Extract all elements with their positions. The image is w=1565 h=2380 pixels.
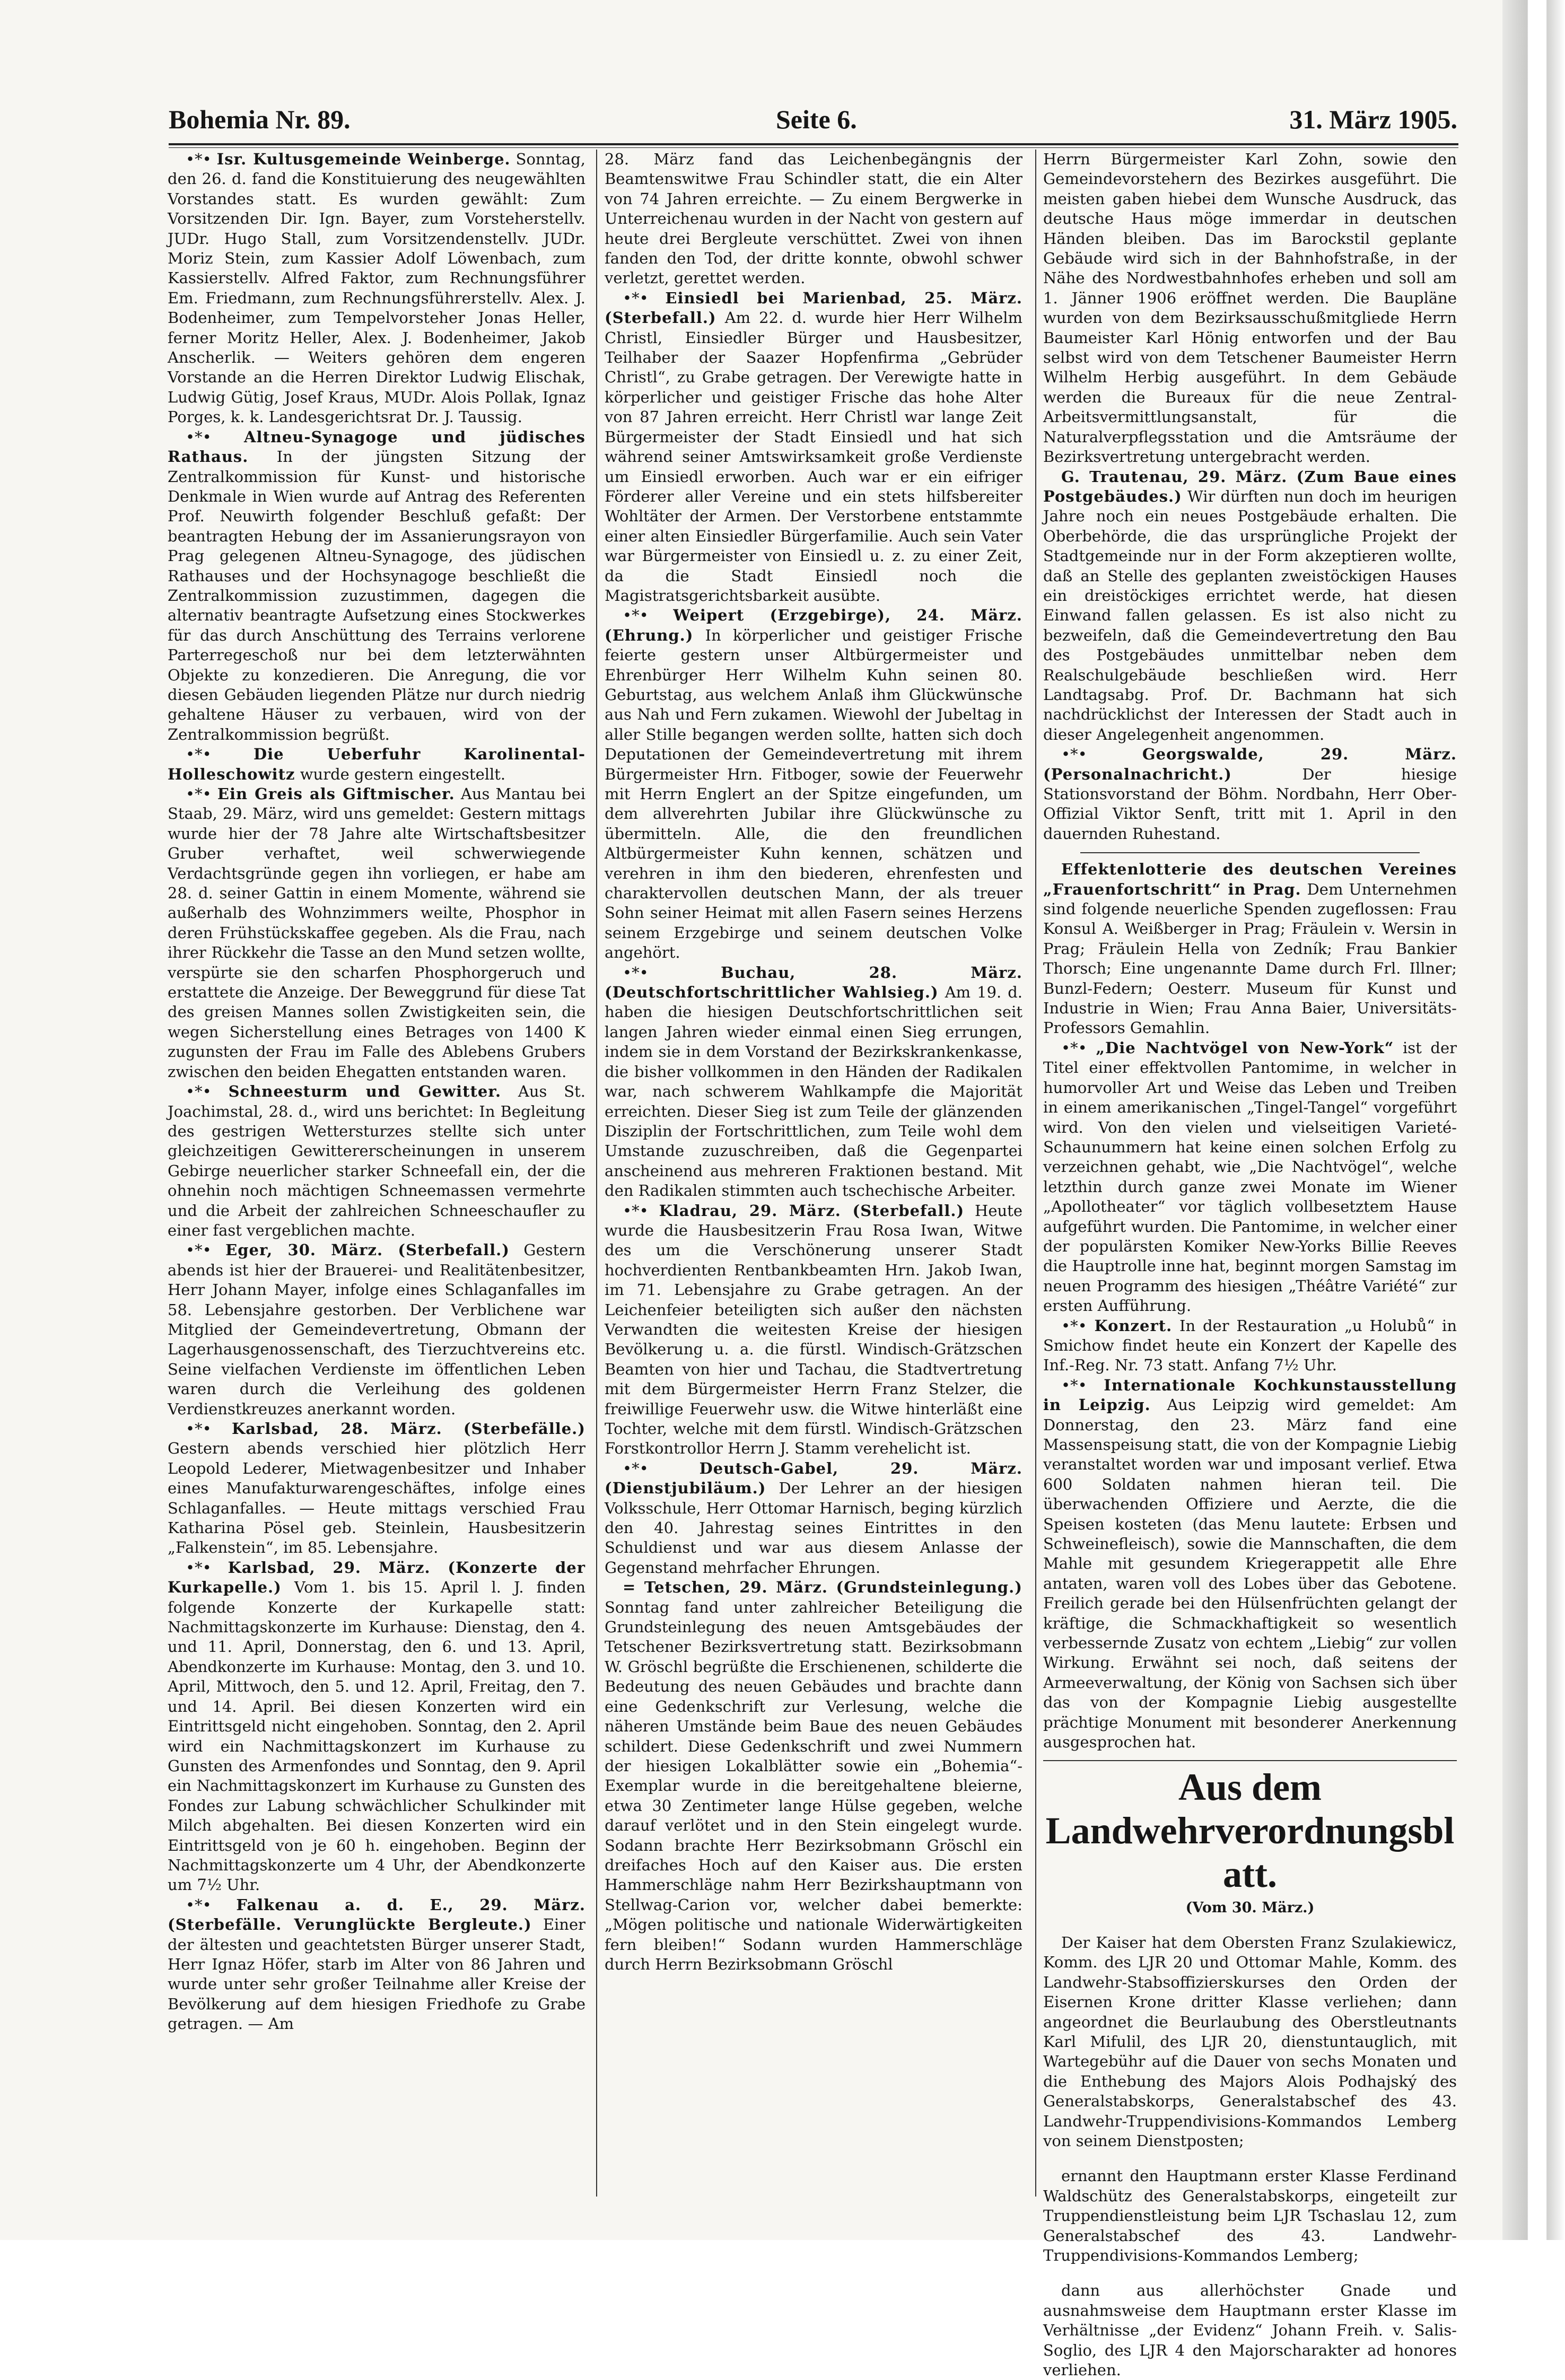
section-title: Aus dem Landwehrverordnungsblatt. bbox=[1045, 1765, 1455, 1895]
article: •*• Eger, 30. März. (Sterbefall.) Gestern abends ist hier der Brauerei- und Realitätenbesitzer, Herr Johann Mayer, infolge eines Schlaganfalles im 58. Lebensjahre gestorben. Der Verblichene war Mitglied der Gemeindevertretung, Obmann der Lagerhausgenossenschaft, des Tierzuchtvereins etc. Seine vielfachen Verdienste im öffentlichen Leben waren durch die Verleihung des goldenen Verdienstkreuzes anerkannt worden. bbox=[168, 1241, 585, 1418]
article: •*• Isr. Kultusgemeinde Weinberge. Sonntag, den 26. d. fand die Konstituierung des neugewählten Vorstandes statt. Es wurden gewählt: Zum Vorsitzenden Dir. Ign. Bayer, zum Vorsteherstellv. JUDr. Hugo Stall, zum Vorsitzendenstellv. JUDr. Moriz Stein, zum Kassier Adolf Löwenbach, zum Kassierstellv. Alfred Faktor, zum Rechnungsführer Em. Friedmann, zum Rechnungsführerstellv. Alex. J. Bodenheimer, zum Tempelvorsteher Jonas Heller, ferner Moritz Heller, Alex. J. Bodenheimer, Jakob Anscherlik. — Weiters gehören dem engeren Vorstande an die Herren Direktor Ludwig Elischak, Ludwig Gütig, Josef Kraus, MUDr. Alois Pollak, Ignaz Porges, k. k. Landesgerichtsrat Dr. J. Taussig. bbox=[168, 150, 585, 426]
article-text: Wir dürften nun doch im heurigen Jahre noch ein neues Postgebäude erhalten. Die Oberbehörde, die das ursprüngliche Projekt der Stadtgemeinde nur in der Form akzeptieren wollte, daß an Stelle des geplanten zweistöckigen Hauses ein dreistöckiges errichtet werde, hat diesen Einwand fallen gelassen. Es ist also nicht zu bezweifeln, daß die Gemeindevertretung den Bau des Postgebäudes unmittelbar neben dem Realschulgebäude beschließen wird. Herr Landtagsabg. Prof. Dr. Bachmann hat sich nachdrücklichst der Interessen der Stadt auch in dieser Angelegenheit angenommen. bbox=[1043, 487, 1457, 743]
column-rule-2 bbox=[1035, 150, 1036, 2197]
article-heading: „Die Nachtvögel von New-York“ bbox=[1096, 1038, 1394, 1057]
article-text: Vom 1. bis 15. April l. J. finden folgende Konzerte der Kurkapelle statt: Nachmittagskonzerte im Kurhause: Dienstag, den 4. und 11. April, Donnerstag, den 6. und 13. April, Abendkonzerte im Kurhause: Montag, den 3. und 10. April, Mittwoch, den 5. und 12. April, Freitag, den 7. und 14. April. Bei diesen Konzerten wird ein Eintrittsgeld nicht eingehoben. Sonntag, den 2. April wird ein Nachmittagskonzert im Kurhause zu Gunsten des Armenfondes und Sonntag, den 9. April ein Nachmittagskonzert im Kurhause zu Gunsten des Fondes zur Labung schwächlicher Schulkinder mit Milch abgehalten. Bei diesen Konzerten wird ein Eintrittsgeld von je 60 h. eingehoben. Beginn der Nachmittagskonzerte um 4 Uhr, der Abendkonzerte um 7½ Uhr. bbox=[168, 1578, 585, 1894]
article bbox=[1043, 860, 1457, 1038]
article-heading: Schneesturm und Gewitter. bbox=[228, 1082, 502, 1101]
article-text: Herrn Bürgermeister Karl Zohn, sowie den Gemeindevorstehern des Bezirkes ausgeführt. Die meisten gaben hiebei dem Wunsche Ausdruck, das deutsche Haus möge immerdar in deutschen Händen bleiben. Das im Barockstil geplante Gebäude wird sich in der Bahnhofstraße, in der Nähe des Nordwestbahnhofes erheben und soll am 1. Jänner 1906 eröffnet werden. Die Baupläne wurden von dem Bezirksausschußmitgliede Herrn Baumeister Karl Hönig entworfen und der Bau selbst wird von dem Tetschener Baumeister Herrn Wilhelm Herbig ausgeführt. In dem Gebäude werden die Bureaux für die neue Zentral-Arbeitsvermittlungsanstalt, für die Naturalverpflegsstation und die Amtsräume der Bezirksvertretung untergebracht werden. bbox=[1043, 150, 1457, 466]
section-date: (Vom 30. März.) bbox=[1185, 1899, 1315, 1916]
article-heading: Einsiedl bei Marienbad, 25. März. (Sterbefall.) bbox=[605, 288, 1022, 327]
article-heading: Die Ueberfuhr Karolinental-Holleschowitz bbox=[168, 745, 585, 783]
header-page-number: Seite 6. bbox=[776, 104, 857, 134]
article-text: Aus Mantau bei Staab, 29. März, wird uns gemeldet: Gestern mittags wurde hier der 78 Jahre alte Wirtschaftsbesitzer Gruber verhaftet, weil schwerwiegende Verdachtsgründe gegen ihn vorliegen, er habe am 28. d. seiner Gattin in einem Momente, während sie außerhalb des Wohnzimmers weilte, Phosphor in deren Frühstückskaffee gegeben. Als die Frau, nach ihrer Rückkehr die Tasse an den Mund setzen wollte, verspürte sie den scharfen Phosphorgeruch und erstattete die Anzeige. Der Beweggrund für diese Tat des greisen Mannes sollen Zwistigkeiten sein, die wegen Sicherstellung eines Betrages von 1400 K zugunsten der Frau im Falle des Ablebens Grubers zwischen den beiden Ehegatten entstanden waren. bbox=[168, 785, 585, 1081]
article-heading: Georgswalde, 29. März. (Personalnachricht.) bbox=[1043, 745, 1457, 783]
section-paragraph: dann aus allerhöchster Gnade und ausnahmsweise dem Hauptmann erster Klasse im Verhältnisse „der Evidenz“ Johann Freih. v. Salis-Soglio, des LJR 4 den Majorscharakter ad honores verliehen. bbox=[1043, 2281, 1457, 2379]
article-text: Sonntag, den 26. d. fand die Konstituierung des neugewählten Vorstandes statt. Es wurden gewählt: Zum Vorsitzenden Dir. Ign. Bayer, zum Vorsteherstellv. JUDr. Hugo Stall, zum Vorsitzendenstellv. JUDr. Moriz Stein, zum Kassier Adolf Löwenbach, zum Kassierstellv. Alfred Faktor, zum Rechnungsführer Em. Friedmann, zum Rechnungsführerstellv. Alex. J. Bodenheimer, zum Tempelvorsteher Jonas Heller, ferner Moritz Heller, Alex. J. Bodenheimer, Jakob Anscherlik. — Weiters gehören dem engeren Vorstande an die Herren Direktor Ludwig Elischak, Ludwig Gütig, Josef Kraus, MUDr. Alois Pollak, Ignaz Porges, k. k. Landesgerichtsrat Dr. J. Taussig. bbox=[168, 150, 585, 426]
article: •*• Buchau, 28. März. (Deutschfortschrittlicher Wahlsieg.) Am 19. d. haben die hiesigen Deutschfortschrittlichen seit langen Jahren wieder einmal einen Sieg errungen, indem sie in dem Vorstand der Bezirkskrankenkasse, die bisher vollkommen in den Händen der Radikalen war, nach schwerem Wahlkampfe die Majorität erreichten. Dieser Sieg ist zum Teile der glänzenden Disziplin der Fortschrittlichen, zum Teile wohl dem Umstande zuzuschreiben, daß die Gegenpartei anscheinend aus mehreren Fraktionen bestand. Mit den Radikalen stimmten auch tschechische Arbeiter. bbox=[605, 963, 1023, 1200]
article: •*• „Die Nachtvögel von New-York“ ist der Titel einer effektvollen Pantomime, in welcher in humorvoller Art und Weise das Leben und Treiben in einem amerikanischen „Tingel-Tangel“ vorgeführt wird. Von den vielen und vielseitigen Varieté-Schaunummern hat keine einen solchen Erfolg zu verzeichnen gehabt, wie „Die Nachtvögel“, welche letzthin durch ganze zwei Monate im Wiener „Apollotheater“ vor täglich vollbesetztem Hause aufgeführt wurden. Die Pantomime, in welcher einer der populärsten Komiker New-Yorks Billie Reeves die Hauptrolle inne hat, beginnt morgen Samstag im neuen Programm des hiesigen „Théâtre Variété“ zur ersten Aufführung. bbox=[1043, 1038, 1457, 1315]
article-text: Am 19. d. haben die hiesigen Deutschfortschrittlichen seit langen Jahren wieder einmal einen Sieg errungen, indem sie in dem Vorstand der Bezirkskrankenkasse, die bisher vollkommen in den Händen der Radikalen war, nach schwerem Wahlkampfe die Majorität erreichten. Dieser Sieg ist zum Teile der glänzenden Disziplin der Fortschrittlichen, zum Teile wohl dem Umstande zuzuschreiben, daß die Gegenpartei anscheinend aus mehreren Fraktionen bestand. Mit den Radikalen stimmten auch tschechische Arbeiter. bbox=[605, 983, 1023, 1200]
section-paragraph: Der Kaiser hat dem Obersten Franz Szulakiewicz, Komm. des LJR 20 und Ottomar Mahle, Komm. des Landwehr-Stabsoffizierskurses den Orden der Eisernen Krone dritter Klasse verliehen; dann angeordnet die Beurlaubung des Oberstleutnants Karl Mifulil, des LJR 20, dienstuntauglich, mit Wartegebühr auf die Dauer von sechs Monaten und die Enthebung des Majors Alois Podhajský des Generalstabskorps, Generalstabschef des 43. Landwehr-Truppendivisions-Kommandos Lemberg von seinem Dienstposten; bbox=[1043, 1933, 1457, 2150]
article-text: In körperlicher und geistiger Frische feierte gestern unser Altbürgermeister und Ehrenbürger Herr Wilhelm Kuhn seinen 80. Geburtstag, aus welchem Anlaß ihm Glückwünsche aus Nah und Fern zukamen. Wiewohl der Jubeltag in aller Stille begangen werden sollte, hatten sich doch Deputationen der Gemeindevertretung mit ihrem Bürgermeister Hrn. Fitboger, sowie der Feuerwehr mit Herrn Englert an der Spitze eingefunden, um dem allverehrten Jubilar ihre Glückwünsche zu übermitteln. Alle, die den freundlichen Altbürgermeister Kuhn kennen, schätzen und verehren in ihm den biederen, ehrenfesten und charaktervollen deutschen Mann, der als treuer Sohn seiner Heimat mit allen Fasern seines Herzens seinem Erzgebirge und seinem deutschen Volke angehört. bbox=[605, 626, 1023, 962]
header-rule bbox=[169, 143, 1458, 148]
article-heading: Eger, 30. März. (Sterbefall.) bbox=[225, 1241, 510, 1259]
article-text: Heute wurde die Hausbesitzerin Frau Rosa Iwan, Witwe des um die Verschönerung unserer Stadt hochverdienten Rentbankbeamten Hrn. Jakob Iwan, im 71. Lebensjahre zu Grabe getragen. An der Leichenfeier beteiligten sich außer den nächsten Verwandten die weitesten Kreise der hiesigen Bevölkerung u. a. die fürstl. Windisch-Grätzschen Beamten von hier und Tachau, die Stadtvertretung mit dem Bürgermeister Herrn Franz Stelzer, die freiwillige Feuerwehr usw. die Witwe hinterläßt eine Tochter, welche mit dem fürstl. Windisch-Grätzschen Forstkontrollor Herrn J. Stamm verehelicht ist. bbox=[605, 1201, 1022, 1458]
article bbox=[1043, 467, 1457, 745]
article-text: ist der Titel einer effektvollen Pantomime, in welcher in humorvoller Art und Weise das Leben und Treiben in einem amerikanischen „Tingel-Tangel“ vorgeführt wird. Von den vielen und vielseitigen Varieté-Schaunummern hat keine einen solchen Erfolg zu verzeichnen gehabt, wie „Die Nachtvögel“, welche letzthin durch ganze zwei Monate im Wiener „Apollotheater“ vor täglich vollbesetztem Hause aufgeführt wurden. Die Pantomime, in welcher einer der populärsten Komiker New-Yorks Billie Reeves die Hauptrolle inne hat, beginnt morgen Samstag im neuen Programm des hiesigen „Théâtre Variété“ zur ersten Aufführung. bbox=[1043, 1038, 1457, 1315]
article-text: 28. März fand das Leichenbegängnis der Beamtenswitwe Frau Schindler statt, die ein Alter von 74 Jahren erreichte. — Zu einem Bergwerke in Unterreichenau wurden in der Nacht von gestern auf heute drei Bergleute verschüttet. Zwei von ihnen fanden den Tod, der dritte konnte, obwohl schwer verletzt, gerettet werden. bbox=[605, 150, 1022, 287]
article-heading: = Tetschen, 29. März. (Grundsteinlegung.) bbox=[623, 1578, 1022, 1597]
article: •*• Karlsbad, 29. März. (Konzerte der Kurkapelle.) Vom 1. bis 15. April l. J. finden folgende Konzerte der Kurkapelle statt: Nachmittagskonzerte im Kurhause: Dienstag, den 4. und 11. April, Donnerstag, den 6. und 13. April, Abendkonzerte im Kurhause: Montag, den 3. und 10. April, Mittwoch, den 5. und 12. April, Freitag, den 7. und 14. April. Bei diesen Konzerten wird ein Eintrittsgeld nicht eingehoben. Sonntag, den 2. April wird ein Nachmittagskonzert im Kurhause zu Gunsten des Armenfondes und Sonntag, den 9. April ein Nachmittagskonzert im Kurhause zu Gunsten des Fondes zur Labung schwächlicher Schulkinder mit Milch abgehalten. Bei diesen Konzerten wird ein Eintrittsgeld von je 60 h. eingehoben. Beginn der Nachmittagskonzerte um 4 Uhr, der Abendkonzerte um 7½ Uhr. bbox=[168, 1558, 585, 1894]
article-heading: Konzert. bbox=[1094, 1316, 1173, 1335]
article-text: Der hiesige Stationsvorstand der Böhm. Nordbahn, Herr Ober-Offizial Viktor Senft, tritt mit 1. April in den dauernden Ruhestand. bbox=[1043, 765, 1457, 843]
article: •*• Falkenau a. d. E., 29. März. (Sterbefälle. Verunglückte Bergleute.) Einer der ältesten und geachtetsten Bürger unserer Stadt, Herr Ignaz Höfer, starb im Alter von 86 Jahren und wurde unter sehr großer Teilnahme aller Kreise der Bevölkerung auf dem hiesigen Friedhofe zu Grabe getragen. — Am bbox=[168, 1895, 585, 2033]
article-text: Der Lehrer an der hiesigen Volksschule, Herr Ottomar Harnisch, beging kürzlich den 40. Jahrestag seines Eintrittes in den Schuldienst und war aus diesem Anlasse der Gegenstand mehrfacher Ehrungen. bbox=[605, 1479, 1022, 1577]
article: •*• Konzert. In der Restauration „u Holubů“ in Smichow findet heute ein Konzert der Kapelle des Inf.-Reg. Nr. 73 statt. Anfang 7½ Uhr. bbox=[1043, 1316, 1457, 1375]
article-heading: Buchau, 28. März. (Deutschfortschrittlicher Wahlsieg.) bbox=[605, 963, 1022, 1002]
article: •*• Karlsbad, 28. März. (Sterbefälle.) Gestern abends verschied hier plötzlich Herr Leopold Lederer, Mietwagenbesitzer und Inhaber eines Manufakturwarengeschäftes, infolge eines Schlaganfalles. — Heute mittags verschied Frau Katharina Pösel geb. Steinlein, Hausbesitzerin „Falkenstein“, im 85. Lebensjahre. bbox=[168, 1420, 585, 1557]
article-text: Dem Unternehmen sind folgende neuerliche Spenden zugeflossen: Frau Konsul A. Weißberger in Prag; Fräulein v. Wersin in Prag; Fräulein Hella von Zedník; Frau Bankier Thorsch; Eine ungenannte Dame durch Frl. Illner; Bunzl-Federn; Oesterr. Museum für Kunst und Industrie in Wien; Frau Anna Baier, Universitäts-Professors Gemahlin. bbox=[1043, 880, 1457, 1037]
column-2 bbox=[605, 150, 1022, 2175]
article-text: Gestern abends verschied hier plötzlich Herr Leopold Lederer, Mietwagenbesitzer und Inhaber eines Manufakturwarengeschäftes, infolge eines Schlaganfalles. — Heute mittags verschied Frau Katharina Pösel geb. Steinlein, Hausbesitzerin „Falkenstein“, im 85. Lebensjahre. bbox=[168, 1439, 585, 1557]
article-heading: Altneu-Synagoge und jüdisches Rathaus. bbox=[168, 427, 585, 466]
article: •*• Ein Greis als Giftmischer. Aus Mantau bei Staab, 29. März, wird uns gemeldet: Gestern mittags wurde hier der 78 Jahre alte Wirtschaftsbesitzer Gruber verhaftet, weil schwerwiegende Verdachtsgründe gegen ihn vorliegen, er habe am 28. d. seiner Gattin in einem Momente, während sie außerhalb des Wohnzimmers weilte, Phosphor in deren Frühstückskaffee gegeben. Als die Frau, nach ihrer Rückkehr die Tasse an den Mund setzen wollte, verspürte sie den scharfen Phosphorgeruch und erstattete die Anzeige. Der Beweggrund für diese Tat des greisen Mannes sollen Zwistigkeiten sein, die wegen Sicherstellung eines Betrages von 1400 K zugunsten der Frau im Falle des Ablebens Grubers zwischen den beiden Ehegatten entstanden waren. bbox=[168, 785, 585, 1081]
article-heading: Karlsbad, 29. März. (Konzerte der Kurkapelle.) bbox=[168, 1558, 585, 1597]
article-heading: Internationale Kochkunstausstellung in Leipzig. bbox=[1043, 1376, 1457, 1414]
page-header bbox=[169, 104, 1457, 141]
header-publication: Bohemia Nr. 89. bbox=[169, 104, 351, 134]
article: •*• Altneu-Synagoge und jüdisches Rathaus. In der jüngsten Sitzung der Zentralkommission für Kunst- und historische Denkmale in Wien wurde auf Antrag des Referenten Prof. Neuwirth folgender Beschluß gefaßt: Der beantragten Hebung der im Assanierungsrayon von Prag gelegenen Altneu-Synagoge, des jüdischen Rathauses und der Hochsynagoge beschließt die Zentralkommission zuzustimmen, dagegen die alternativ beantragte Aufsetzung eines Stockwerkes für das durch Anschüttung des Terrains verlorene Parterregeschoß nur bei dem letzterwähnten Objekte zu konzedieren. Die Anregung, die vor diesen Gebäuden liegenden Plätze nur durch niedrig gehaltene Häuser zu verbauen, wird von der Zentralkommission begrüßt. bbox=[168, 427, 586, 743]
section-separator bbox=[1080, 852, 1420, 853]
article: •*• Georgswalde, 29. März. (Personalnachricht.) Der hiesige Stationsvorstand der Böhm. Nordbahn, Herr Ober-Offizial Viktor Senft, tritt mit 1. April in den dauernden Ruhestand. bbox=[1043, 745, 1457, 843]
column-3 bbox=[1043, 150, 1457, 2379]
article: •*• Internationale Kochkunstausstellung in Leipzig. Aus Leipzig wird gemeldet: Am Donnerstag, den 23. März fand eine Massenspeisung statt, die von der Kompagnie Liebig veranstaltet worden war und imposant verlief. Etwa 600 Soldaten nahmen hieran teil. Die überwachenden Offiziere und Aerzte, die die Speisen kosteten (das Menu lautete: Erbsen und Schweinefleisch), sowie die Mannschaften, die dem Mahle mit gesundem Kriegerappetit alle Ehre antaten, waren voll des Lobes über das Gebotene. Freilich gerade bei den Hülsenfrüchten gelangt der kräftige, die Schmackhaftigkeit so wesentlich verbessernde Zusatz von echtem „Liebig“ zur vollen Wirkung. Erwähnt sei noch, daß seitens der Armeeverwaltung, der König von Sachsen sich über das von der Kompagnie Liebig ausgestellte prächtige Monument mit besonderer Anerkennung ausgesprochen hat. bbox=[1043, 1376, 1457, 1752]
article-heading: Falkenau a. d. E., 29. März. (Sterbefälle. Verunglückte Bergleute.) bbox=[168, 1895, 585, 1934]
article-text: Einer der ältesten und geachtetsten Bürger unserer Stadt, Herr Ignaz Höfer, starb im Alter von 86 Jahren und wurde unter sehr großer Teilnahme aller Kreise der Bevölkerung auf dem hiesigen Friedhofe zu Grabe getragen. — Am bbox=[168, 1915, 585, 2033]
header-date: 31. März 1905. bbox=[1289, 104, 1457, 134]
article-continuation bbox=[1043, 150, 1457, 467]
article-text: Aus Leipzig wird gemeldet: Am Donnerstag, den 23. März fand eine Massenspeisung statt, die von der Kompagnie Liebig veranstaltet worden war und imposant verlief. Etwa 600 Soldaten nahmen hieran teil. Die überwachenden Offiziere und Aerzte, die die Speisen kosteten (das Menu lautete: Erbsen und Schweinefleisch), sowie die Mannschaften, die dem Mahle mit gesundem Kriegerappetit alle Ehre antaten, waren voll des Lobes über das Gebotene. Freilich gerade bei den Hülsenfrüchten gelangt der kräftige, die Schmackhaftigkeit so wesentlich verbessernde Zusatz von echtem „Liebig“ zur vollen Wirkung. Erwähnt sei noch, daß seitens der Armeeverwaltung, der König von Sachsen sich über das von der Kompagnie Liebig ausgestellte prächtige Monument mit besonderer Anerkennung ausgesprochen hat. bbox=[1043, 1396, 1457, 1752]
article bbox=[605, 1578, 1022, 1974]
article-heading: Effektenlotterie des deutschen Vereines „Frauenfortschritt“ in Prag. bbox=[1043, 860, 1457, 898]
article-heading: Weipert (Erzgebirge), 24. März. (Ehrung.) bbox=[605, 606, 1022, 644]
article-text: wurde gestern eingestellt. bbox=[300, 765, 506, 783]
article: •*• Deutsch-Gabel, 29. März. (Dienstjubiläum.) Der Lehrer an der hiesigen Volksschule, Herr Ottomar Harnisch, beging kürzlich den 40. Jahrestag seines Eintrittes in den Schuldienst und war aus diesem Anlasse der Gegenstand mehrfacher Ehrungen. bbox=[605, 1459, 1022, 1577]
article-heading: Ein Greis als Giftmischer. bbox=[217, 785, 455, 803]
article: •*• Einsiedl bei Marienbad, 25. März. (Sterbefall.) Am 22. d. wurde hier Herr Wilhelm Christl, Einsiedler Bürger und Hausbesitzer, Teilhaber der Saazer Hopfenfirma „Gebrüder Christl“, zu Grabe getragen. Der Verewigte hatte in körperlicher und geistiger Frische das hohe Alter von 87 Jahren erreicht. Herr Christl war lange Zeit Bürgermeister der Stadt Einsiedl und hat sich während seiner Amtswirksamkeit große Verdienste um Einsiedl erworben. Auch war er ein eifriger Förderer aller Vereine und ein stets hilfsbereiter Wohltäter der Armen. Der Verstorbene entstammte einer alten Einsiedler Bürgerfamilie. Auch sein Vater war Bürgermeister von Einsiedl u. z. zu einer Zeit, da die Stadt Einsiedl noch die Magistratsgerichtsbarkeit ausübte. bbox=[605, 288, 1023, 605]
article-text: Aus St. Joachimstal, 28. d., wird uns berichtet: In Begleitung des gestrigen Wettersturzes stellte sich unter gleichzeitigen Gewittererscheinungen in unserem Gebirge neuerlicher starker Schneefall ein, der die ohnehin noch mächtigen Schneemassen vermehrte und die Arbeit der zahlreichen Schneeschaufler zu einer fast vergeblichen machte. bbox=[168, 1082, 586, 1239]
article-continuation bbox=[605, 150, 1022, 288]
section-paragraph: ernannt den Hauptmann erster Klasse Ferdinand Waldschütz des Generalstabskorps, eingeteilt zur Truppendienstleistung beim LJR Tschaslau 12, zum Generalstabschef des 43. Landwehr-Truppendivisions-Kommandos Lemberg; bbox=[1043, 2167, 1457, 2264]
article: •*• Die Ueberfuhr Karolinental-Holleschowitz wurde gestern eingestellt. bbox=[168, 745, 585, 783]
article-text: Sonntag fand unter zahlreicher Beteiligung die Grundsteinlegung des neuen Amtsgebäudes der Tetschener Bezirksvertretung statt. Bezirksobmann W. Gröschl begrüßte die Erschienenen, schilderte die Bedeutung des neuen Gebäudes und brachte dann eine Gedenkschrift zur Verlesung, welche die näheren Umstände beim Baue des neuen Gebäudes schildert. Diese Gedenkschrift und zwei Nummern der hiesigen Lokalblätter sowie ein „Bohemia“-Exemplar wurde in die bereitgehaltene bleierne, etwa 30 Zentimeter lange Hülse gegeben, welche darauf verlötet und in den Stein eingelegt wurde. Sodann brachte Herr Bezirksobmann Gröschl ein dreifaches Hoch auf den Kaiser aus. Die ersten Hammerschläge nahm Herr Bezirkshauptmann von Stellwag-Carion vor, welcher dabei bemerkte: „Mögen politische und nationale Widerwärtigkeiten fern bleiben!“ Sodann wurden Hammerschläge durch Herrn Bezirksobmann Gröschl bbox=[605, 1598, 1022, 1973]
article-heading: G. Trautenau, 29. März. (Zum Baue eines Postgebäudes.) bbox=[1043, 467, 1457, 505]
article-text: Gestern abends ist hier der Brauerei- und Realitätenbesitzer, Herr Johann Mayer, infolge eines Schlaganfalles im 58. Lebensjahre gestorben. Der Verblichene war Mitglied der Gemeindevertretung, Obmann der Lagerhausgenossenschaft, des Tierzuchtvereins etc. Seine vielfachen Verdienste im öffentlichen Leben waren durch die Verleihung des goldenen Verdienstkreuzes anerkannt worden. bbox=[168, 1241, 585, 1418]
article: •*• Schneesturm und Gewitter. Aus St. Joachimstal, 28. d., wird uns berichtet: In Begleitung des gestrigen Wettersturzes stellte sich unter gleichzeitigen Gewittererscheinungen in unserem Gebirge neuerlicher starker Schneefall ein, der die ohnehin noch mächtigen Schneemassen vermehrte und die Arbeit der zahlreichen Schneeschaufler zu einer fast vergeblichen machte. bbox=[168, 1082, 586, 1239]
article-text: Am 22. d. wurde hier Herr Wilhelm Christl, Einsiedler Bürger und Hausbesitzer, Teilhaber der Saazer Hopfenfirma „Gebrüder Christl“, zu Grabe getragen. Der Verewigte hatte in körperlicher und geistiger Frische das hohe Alter von 87 Jahren erreicht. Herr Christl war lange Zeit Bürgermeister der Stadt Einsiedl und hat sich während seiner Amtswirksamkeit große Verdienste um Einsiedl erworben. Auch war er ein eifriger Förderer aller Vereine und ein stets hilfsbereiter Wohltäter der Armen. Der Verstorbene entstammte einer alten Einsiedler Bürgerfamilie. Auch sein Vater war Bürgermeister von Einsiedl u. z. zu einer Zeit, da die Stadt Einsiedl noch die Magistratsgerichtsbarkeit ausübte. bbox=[605, 309, 1023, 605]
article-text: In der Restauration „u Holubů“ in Smichow findet heute ein Konzert der Kapelle des Inf.-Reg. Nr. 73 statt. Anfang 7½ Uhr. bbox=[1043, 1316, 1457, 1375]
column-1 bbox=[168, 150, 585, 2175]
section-separator bbox=[1043, 1760, 1457, 1761]
article: •*• Weipert (Erzgebirge), 24. März. (Ehrung.) In körperlicher und geistiger Frische feierte gestern unser Altbürgermeister und Ehrenbürger Herr Wilhelm Kuhn seinen 80. Geburtstag, aus welchem Anlaß ihm Glückwünsche aus Nah und Fern zukamen. Wiewohl der Jubeltag in aller Stille begangen werden sollte, hatten sich doch Deputationen der Gemeindevertretung mit ihrem Bürgermeister Hrn. Fitboger, sowie der Feuerwehr mit Herrn Englert an der Spitze eingefunden, um dem allverehrten Jubilar ihre Glückwünsche zu übermitteln. Alle, die den freundlichen Altbürgermeister Kuhn kennen, schätzen und verehren in ihm den biederen, ehrenfesten und charaktervollen deutschen Mann, der als treuer Sohn seiner Heimat mit allen Fasern seines Herzens seinem Erzgebirge und seinem deutschen Volke angehört. bbox=[605, 606, 1023, 962]
article-text: In der jüngsten Sitzung der Zentralkommission für Kunst- und historische Denkmale in Wien wurde auf Antrag des Referenten Prof. Neuwirth folgender Beschluß gefaßt: Der beantragten Hebung der im Assanierungsrayon von Prag gelegenen Altneu-Synagoge, des jüdischen Rathauses und der Hochsynagoge beschließt die Zentralkommission zuzustimmen, dagegen die alternativ beantragte Aufsetzung eines Stockwerkes für das durch Anschüttung des Terrains verlorene Parterregeschoß nur bei dem letzterwähnten Objekte zu konzedieren. Die Anregung, die vor diesen Gebäuden liegenden Plätze nur durch niedrig gehaltene Häuser zu verbauen, wird von der Zentralkommission begrüßt. bbox=[168, 448, 586, 743]
article: •*• Kladrau, 29. März. (Sterbefall.) Heute wurde die Hausbesitzerin Frau Rosa Iwan, Witwe des um die Verschönerung unserer Stadt hochverdienten Rentbankbeamten Hrn. Jakob Iwan, im 71. Lebensjahre zu Grabe getragen. An der Leichenfeier beteiligten sich außer den nächsten Verwandten die weitesten Kreise der hiesigen Bevölkerung u. a. die fürstl. Windisch-Grätzschen Beamten von hier und Tachau, die Stadtvertretung mit dem Bürgermeister Herrn Franz Stelzer, die freiwillige Feuerwehr usw. die Witwe hinterläßt eine Tochter, welche mit dem fürstl. Windisch-Grätzschen Forstkontrollor Herrn J. Stamm verehelicht ist. bbox=[605, 1201, 1022, 1458]
article-heading: Kladrau, 29. März. (Sterbefall.) bbox=[659, 1201, 965, 1220]
column-rule-1 bbox=[596, 150, 597, 2197]
article-heading: Isr. Kultusgemeinde Weinberge. bbox=[216, 150, 511, 168]
article-heading: Deutsch-Gabel, 29. März. (Dienstjubiläum.) bbox=[605, 1459, 1022, 1498]
article-heading: Karlsbad, 28. März. (Sterbefälle.) bbox=[232, 1420, 585, 1438]
scan-binding-edge bbox=[1502, 0, 1565, 2240]
